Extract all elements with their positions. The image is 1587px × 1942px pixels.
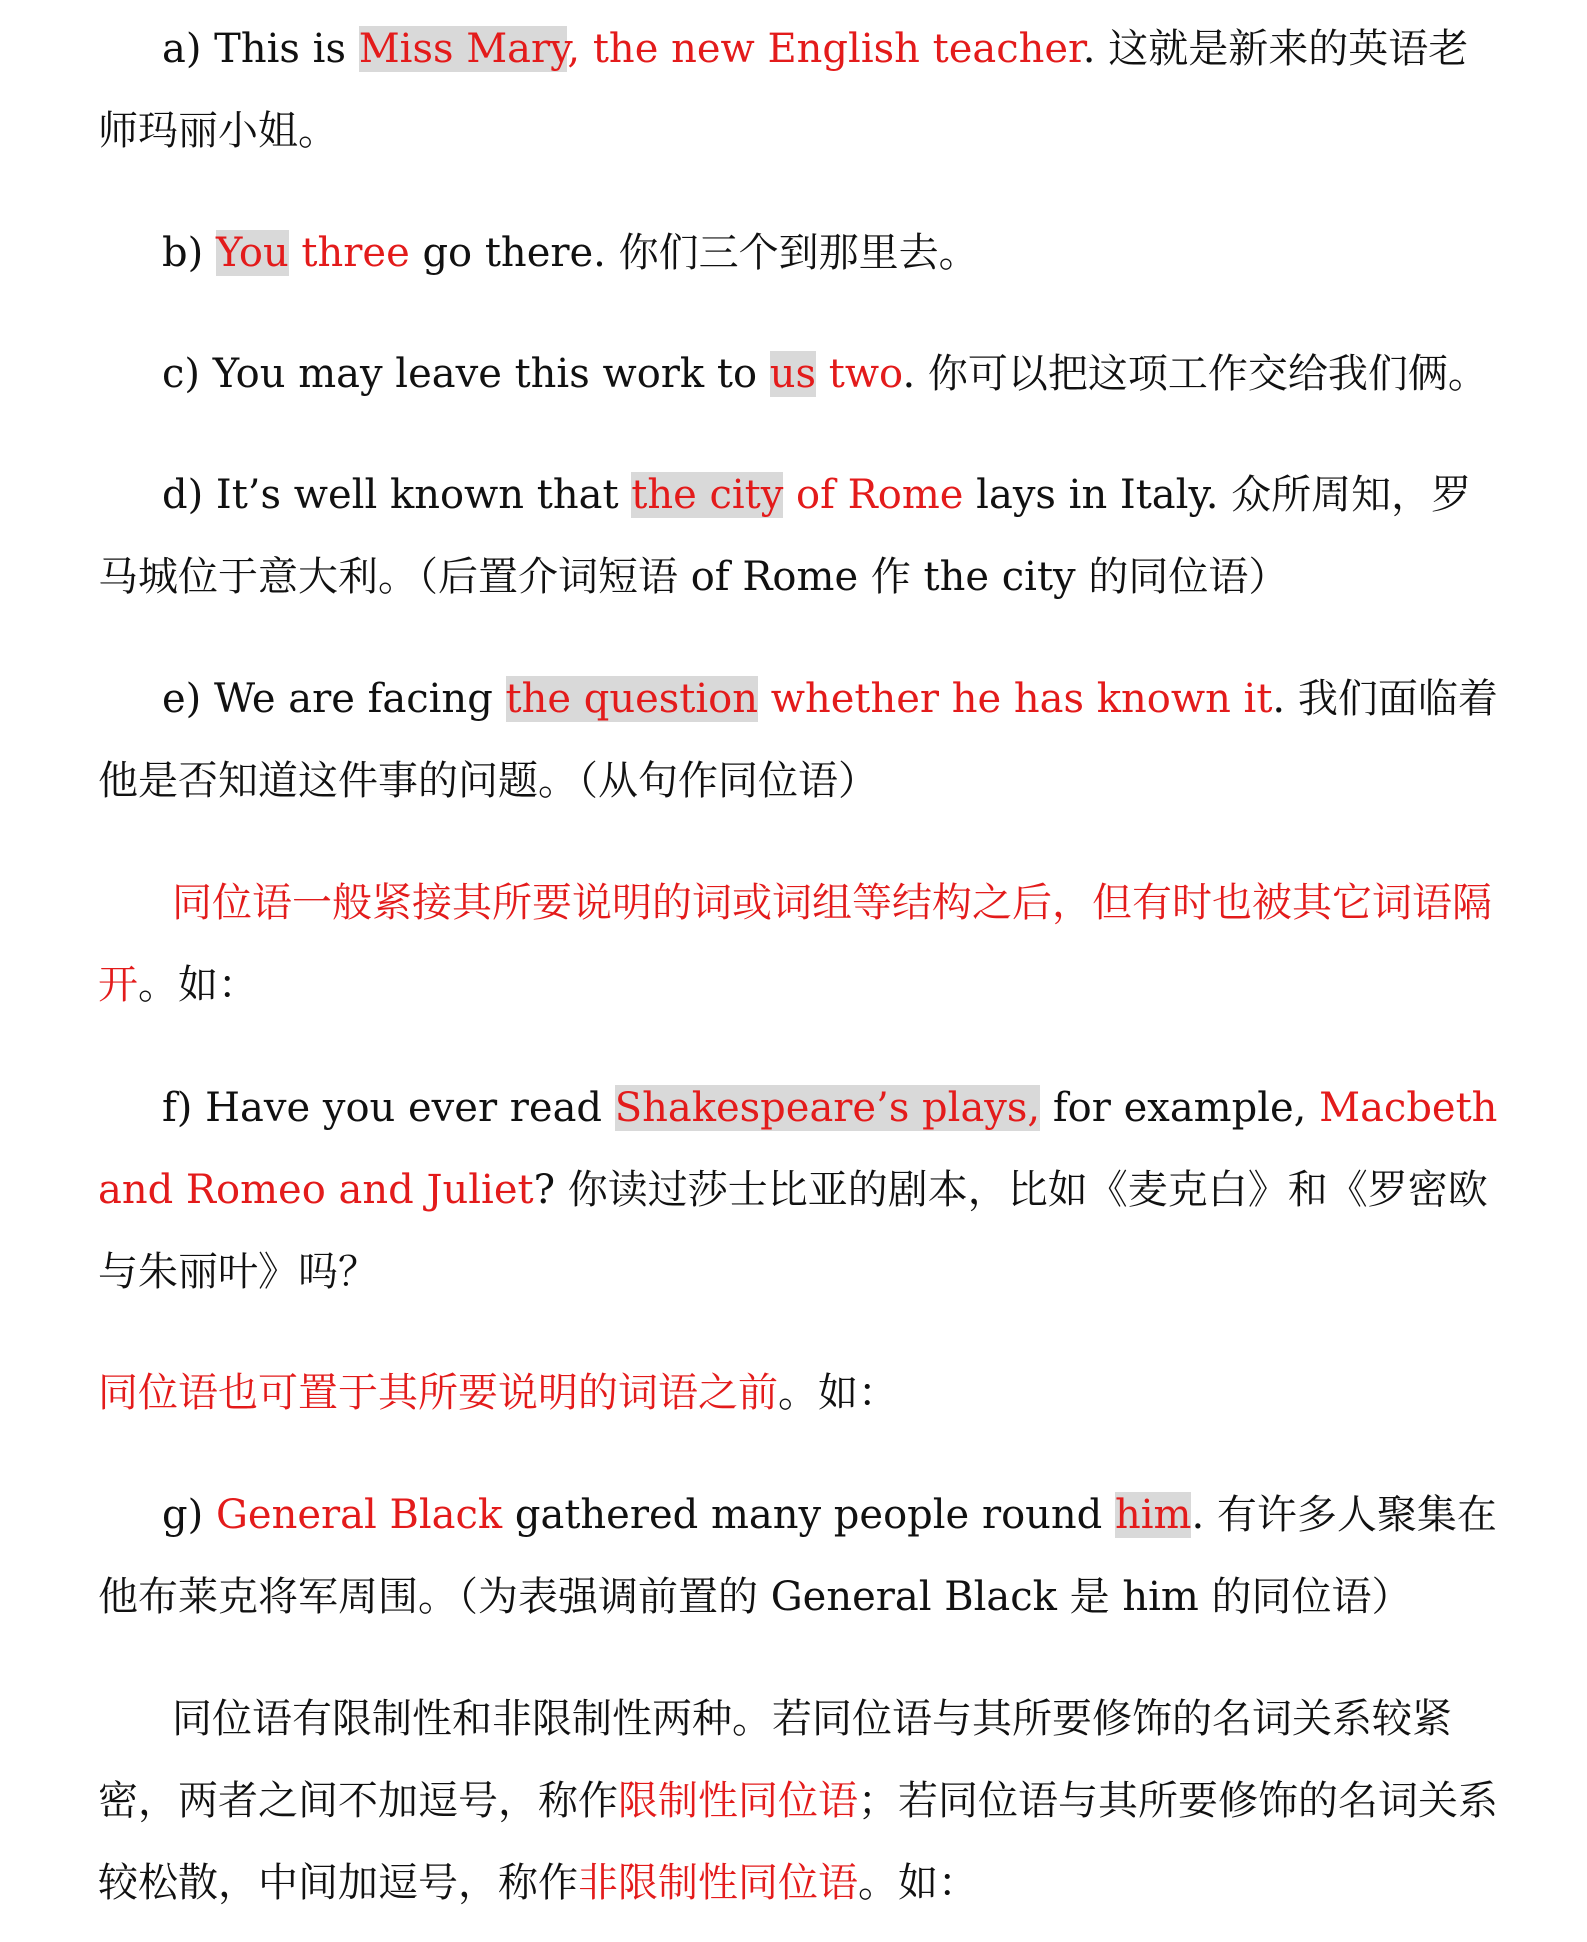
- example-e-prefix: e) We are facing: [162, 676, 506, 722]
- example-a-prefix: a) This is: [162, 26, 359, 72]
- restrictive-appositive-term: 限制性同位语: [618, 1778, 858, 1824]
- example-f: [98, 1067, 1498, 1313]
- example-e: [98, 658, 1498, 822]
- example-a-suffix: . 这就是新来的英语老师玛丽小姐。: [98, 26, 1469, 154]
- example-d-prefix: d) It’s well known that: [162, 472, 632, 518]
- example-f-prefix: f) Have you ever read: [162, 1085, 615, 1131]
- rule-note-separated-suffix: 。如：: [138, 962, 258, 1008]
- example-f-highlight: Shakespeare’s plays,: [614, 1085, 1041, 1131]
- example-g-middle: gathered many people round: [502, 1492, 1115, 1538]
- rule-note-restrictive: [98, 1678, 1498, 1924]
- rule-note-restrictive-prefix: 同位语有限制性和非限制性两种。若同位语与其所要修饰的名词关系较紧密，两者之间不加逗号，称作: [98, 1696, 1452, 1824]
- example-g-prefix: g): [162, 1492, 216, 1538]
- example-f-middle: for example,: [1040, 1085, 1320, 1131]
- example-e-suffix: . 我们面临着他是否知道这件事的问题。（从句作同位语）: [98, 676, 1498, 804]
- example-g-suffix: . 有许多人聚集在他布莱克将军周围。（为表强调前置的 General Black 是 him 的同位语）: [98, 1492, 1497, 1620]
- example-d-appositive: of Rome: [783, 472, 964, 518]
- rule-note-separated-red: 同位语一般紧接其所要说明的词或词组等结构之后，但有时也被其它词语隔开: [98, 880, 1492, 1008]
- example-e-highlight: the question: [505, 676, 759, 722]
- example-a-highlight: Miss Mary: [358, 26, 568, 72]
- example-c-suffix: . 你可以把这项工作交给我们俩。: [902, 351, 1488, 397]
- example-c-appositive: two: [816, 351, 903, 397]
- example-d-highlight: the city: [631, 472, 784, 518]
- example-b-highlight: You: [215, 230, 289, 276]
- example-a: [98, 8, 1498, 172]
- example-f-suffix: ? 你读过莎士比亚的剧本，比如《麦克白》和《罗密欧与朱丽叶》吗？: [98, 1167, 1488, 1295]
- example-c: [98, 333, 1498, 415]
- example-c-highlight: us: [769, 351, 817, 397]
- example-b: [98, 212, 1498, 294]
- example-c-prefix: c) You may leave this work to: [162, 351, 770, 397]
- example-b-suffix: go there. 你们三个到那里去。: [409, 230, 979, 276]
- rule-note-restrictive-middle: ；若同位语与其所要修饰的名词关系较松散，中间加逗号，称作: [98, 1778, 1498, 1906]
- example-g-highlight: him: [1115, 1492, 1192, 1538]
- example-g: [98, 1474, 1498, 1638]
- example-a-appositive: , the new English teacher: [567, 26, 1083, 72]
- example-d: [98, 454, 1498, 618]
- example-e-appositive: whether he has known it: [758, 676, 1273, 722]
- example-b-appositive: three: [288, 230, 410, 276]
- rule-note-restrictive-suffix: 。如：: [858, 1860, 978, 1906]
- example-d-suffix: lays in Italy. 众所周知，罗马城位于意大利。（后置介词短语 of Rome 作 the city 的同位语）: [98, 472, 1472, 600]
- rule-note-preposed-red: 同位语也可置于其所要说明的词语之前: [98, 1370, 778, 1416]
- rule-note-separated: [98, 862, 1498, 1026]
- example-f-appositive: Macbeth and Romeo and Juliet: [98, 1085, 1498, 1213]
- rule-note-preposed-suffix: 。如：: [778, 1370, 898, 1416]
- nonrestrictive-appositive-term: 非限制性同位语: [578, 1860, 858, 1906]
- rule-note-preposed: [98, 1352, 1498, 1434]
- example-b-prefix: b): [162, 230, 216, 276]
- example-g-appositive: General Black: [215, 1492, 503, 1538]
